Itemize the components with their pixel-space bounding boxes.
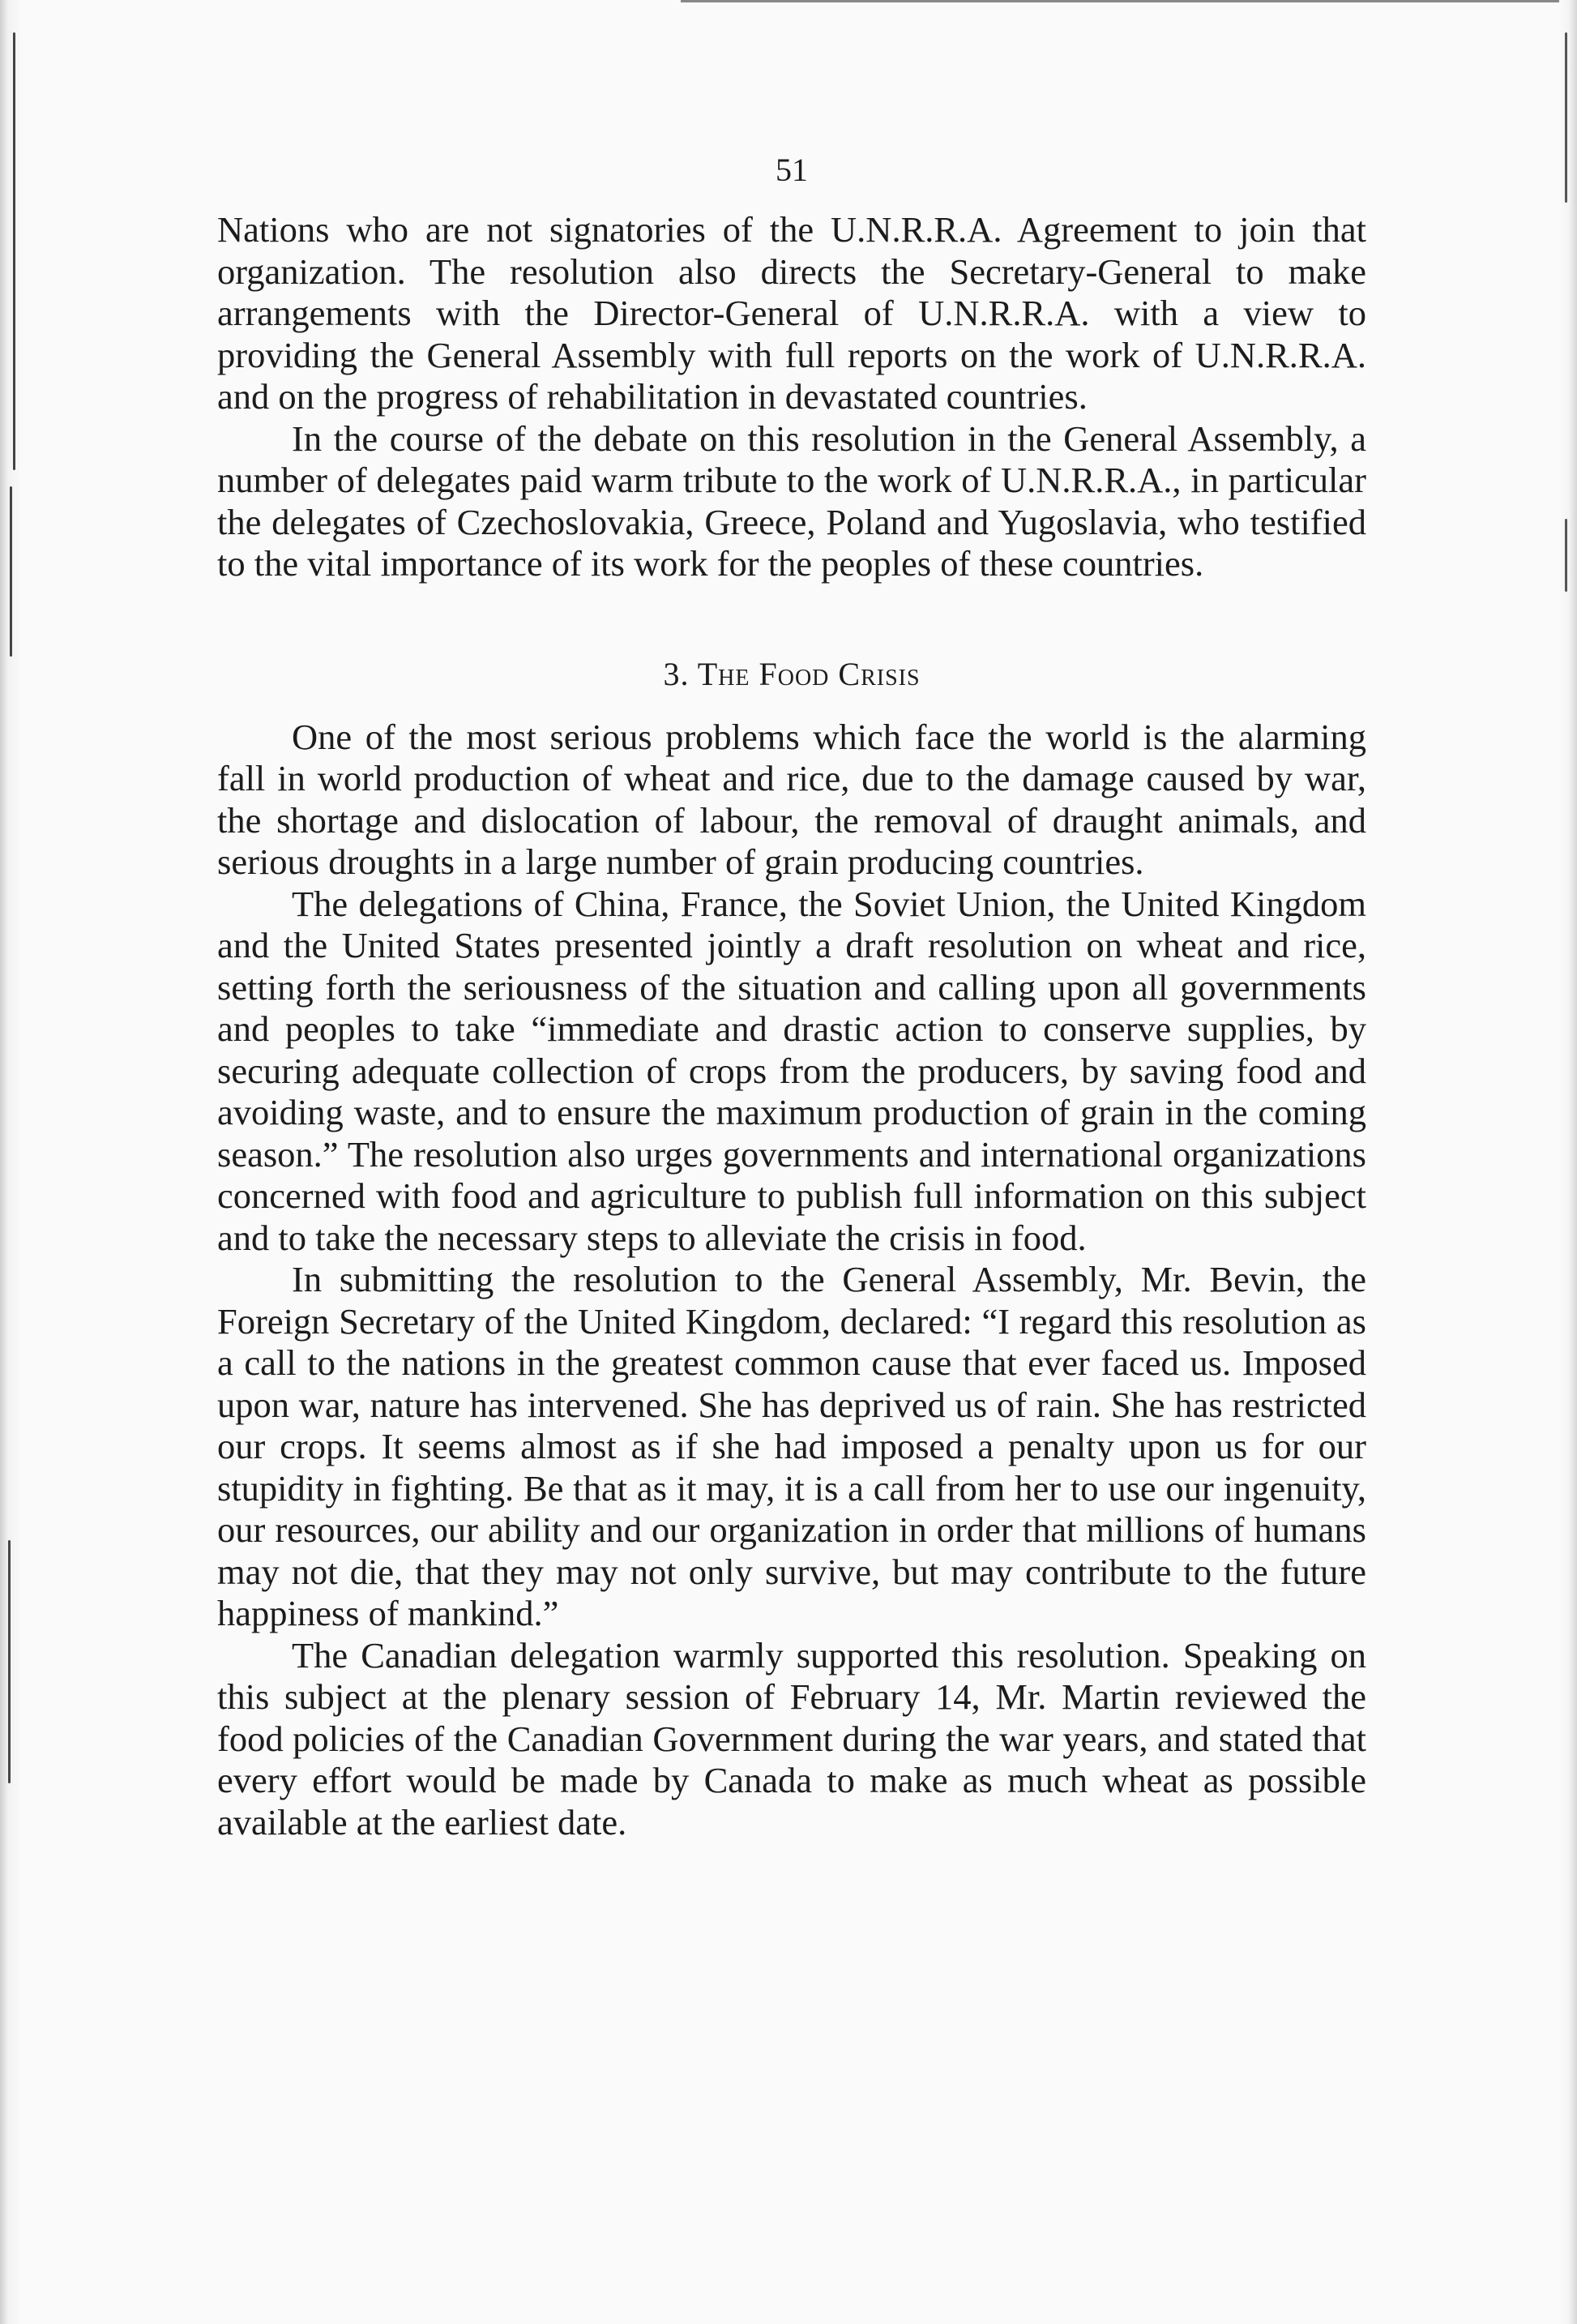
scan-right-edge — [1559, 0, 1577, 2324]
body-paragraph: The delegations of China, France, the Soviet Union, the United Kingdom and the United States presented jointly a draft resolution on wheat and rice, setting forth the seriousness of the situation and calling upon all governments and peoples to take “immediate and drastic action to conserve supplies, by securing adequate collection of crops from the producers, by saving food and avoiding waste, and to ensure the maximum production of grain in the coming season.” The resolution also urges governments and international organizations concerned with food and agriculture to publish full information on this subject and to take the necessary steps to alleviate the crisis in food. — [217, 883, 1366, 1258]
scan-left-mark — [8, 1540, 11, 1783]
document-page — [217, 146, 1366, 1843]
body-paragraph: In submitting the resolution to the General Assembly, Mr. Bevin, the Foreign Secretary of the United Kingdom, declared: “I regard this resolution as a call to the nations in the greatest common cause that ever faced us. Imposed upon war, nature has intervened. She has deprived us of rain. She has restricted our crops. It seems almost as if she had imposed a penalty upon us for our stupidity in fighting. Be that as it may, it is a call from her to use our ingenuity, our resources, our ability and our organization in order that millions of humans may not die, that they may not only survive, but may contribute to the future happiness of mankind.” — [217, 1259, 1366, 1633]
scan-top-edge — [681, 0, 1577, 2]
page-number: 51 — [776, 152, 808, 188]
body-paragraph: The Canadian delegation warmly supported this resolution. Speaking on this subject at the plenary session of February 14, Mr. Martin reviewed the food policies of the Canadian Government during the war years, and stated that every effort would be made by Canada to make as much wheat as possible available at the earliest date. — [217, 1634, 1366, 1843]
scan-left-mark — [10, 486, 12, 657]
scan-left-edge — [0, 0, 21, 2324]
scan-right-mark — [1565, 32, 1567, 203]
section-heading: 3. The Food Crisis — [663, 655, 921, 692]
body-paragraph: In the course of the debate on this resolution in the General Assembly, a number of delegates paid warm tribute to the work of U.N.R.R.A., in particular the delegates of Czechoslovakia, Greece, Poland and Yugoslavia, who testified to the vital importance of its work for the peoples of these countries. — [217, 417, 1366, 584]
scan-left-mark — [13, 32, 15, 470]
body-paragraph: One of the most serious problems which face the world is the alarming fall in world production of wheat and rice, due to the damage caused by war, the shortage and dislocation of labour, the removal of draught animals, and serious droughts in a large number of grain producing countries. — [217, 716, 1366, 882]
body-paragraph: Nations who are not signatories of the U.N.R.R.A. Agreement to join that organization. The resolution also directs the Secretary-General to make arrangements with the Director-General of U.N.R.R.A. with a view to providing the General Assembly with full reports on the work of U.N.R.R.A. and on the progress of rehabilitation in devastated countries. — [217, 209, 1366, 417]
scan-right-mark — [1565, 519, 1567, 592]
